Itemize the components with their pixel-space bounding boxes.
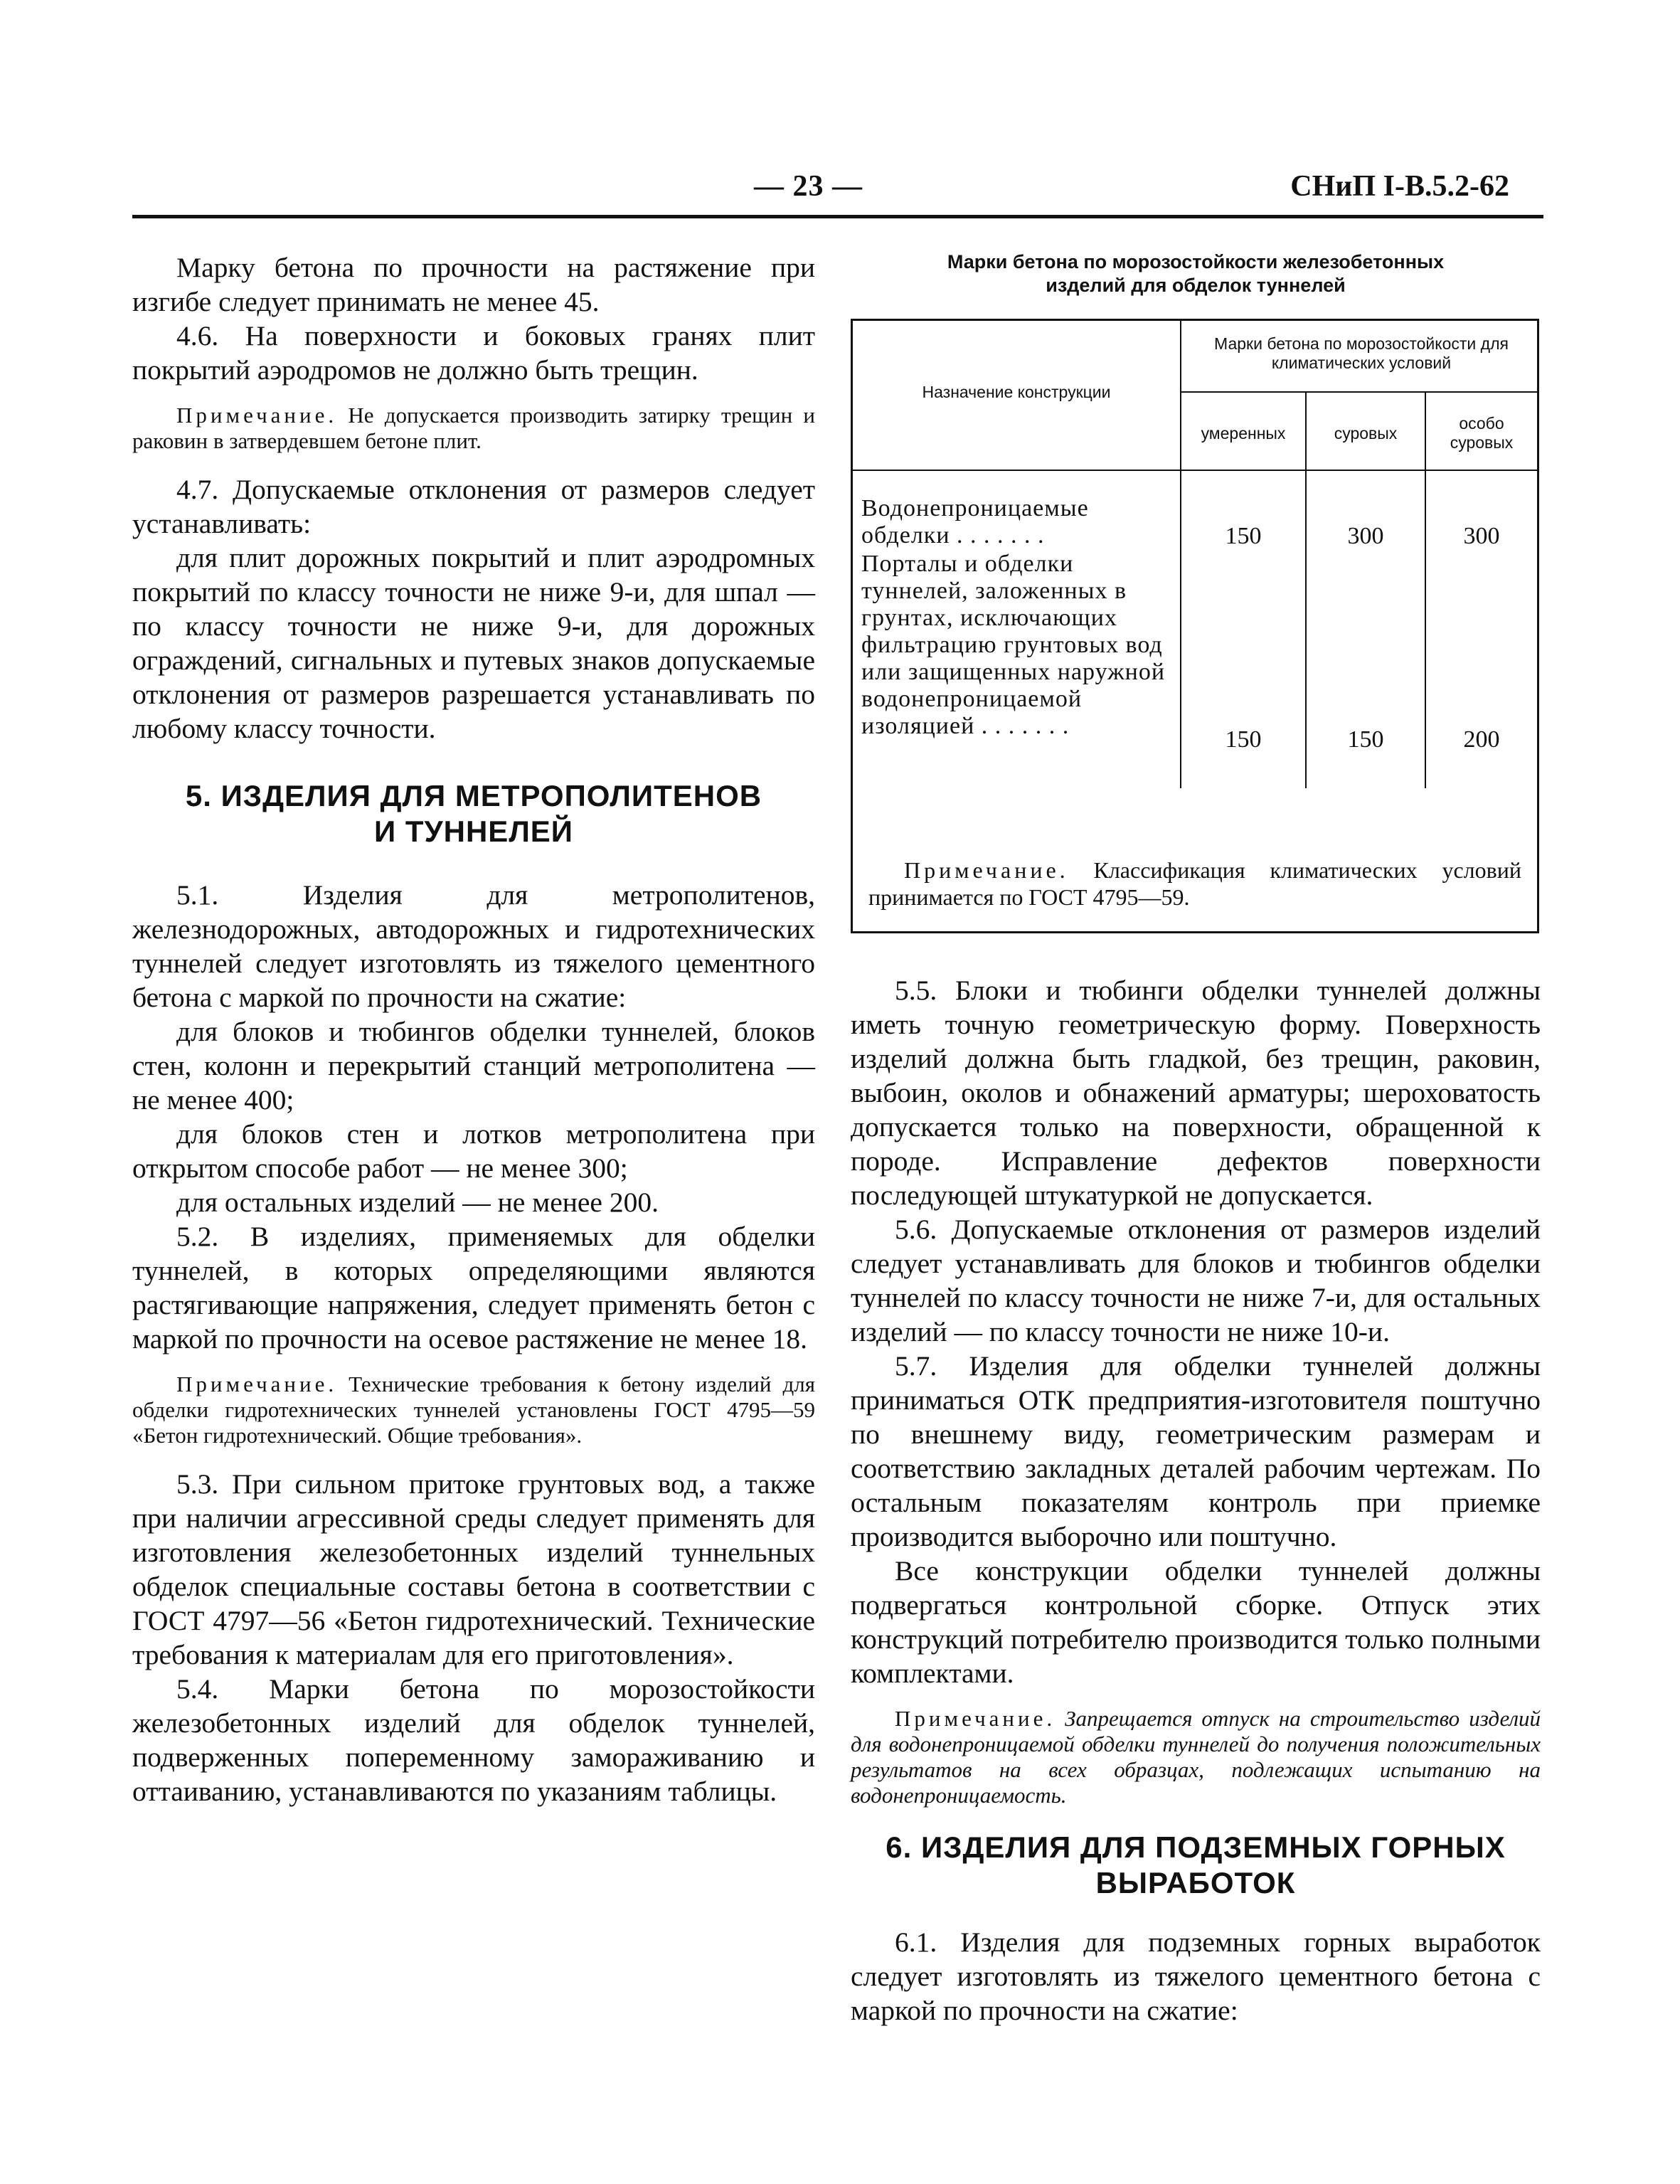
paragraph-4-6: 4.6. На поверхности и боковых гранях плит покрытий аэродромов не должно быть трещин. bbox=[132, 320, 815, 386]
column-header-especially-severe: особо суровых bbox=[1450, 414, 1514, 452]
right-column bbox=[851, 250, 1541, 2027]
paragraph: для блоков стен и лотков метрополитена при открытом способе работ — не менее 300; bbox=[132, 1118, 815, 1184]
table-caption-line: изделий для обделок туннелей bbox=[1046, 275, 1346, 296]
paragraph-5-6: 5.6. Допускаемые отклонения от размеров изделий следует устанавливать для блоков и тюбингов обделки туннелей по классу точности не ниже 7-и, для остальных изделий — по классу точности не ниже 10-и. bbox=[851, 1214, 1541, 1347]
table-caption bbox=[851, 250, 1541, 297]
table-rule bbox=[853, 470, 1537, 471]
paragraph: Все конструкции обделки туннелей должны подвергаться контрольной сборке. Отпуск этих конструкций потребителю производится только полными комплектами. bbox=[851, 1555, 1541, 1689]
note-text: Не допускается производить затирку трещин и раковин в затвердевшем бетоне плит. bbox=[132, 403, 815, 453]
table-rule bbox=[1181, 391, 1537, 393]
paragraph-5-2: 5.2. В изделиях, применяемых для обделки туннелей, в которых определяющими являются растягивающие напряжения, следует применять бетон с маркой по прочности на осевое растяжение не менее 18. bbox=[132, 1221, 815, 1355]
paragraph: для плит дорожных покрытий и плит аэродромных покрытий по классу точности не ниже 9-и, для шпал — по классу точности не ниже 9-и, для дорожных ограждений, сигнальных и путевых знаков допускаемые отклонения от размеров разрешается устанавливать по любому классу точности. bbox=[132, 542, 815, 744]
value-moderate: 150 bbox=[1225, 726, 1262, 753]
page-number: — 23 — bbox=[754, 170, 863, 203]
paragraph-5-3: 5.3. При сильном притоке грунтовых вод, а также при наличии агрессивной среды следует применять для изготовления железобетонных изделий туннельных обделок специальные составы бетона в соответствии с ГОСТ 4797—56 «Бетон гидротехнический. Технические требования к материалам для его приготовления». bbox=[132, 1468, 815, 1670]
table-caption-line: Марки бетона по морозостойкости железобетонных bbox=[947, 251, 1445, 272]
value-severe: 150 bbox=[1347, 726, 1384, 753]
column-header-group: Марки бетона по морозостойкости для климатических условий bbox=[1214, 334, 1509, 372]
value-especially-severe: 200 bbox=[1463, 726, 1500, 753]
column-header-severe: суровых bbox=[1334, 424, 1398, 442]
paragraph: для остальных изделий — не менее 200. bbox=[176, 1187, 659, 1218]
header-rule bbox=[132, 215, 1543, 218]
paragraph: Марку бетона по прочности на растяжение при изгибе следует принимать не менее 45. bbox=[132, 252, 815, 317]
section-title-5 bbox=[132, 778, 815, 849]
paragraph-5-7: 5.7. Изделия для обделки туннелей должны приниматься ОТК предприятия-изготовителя поштучно по внешнему виду, геометрическим размерам и соответствию закладных деталей рабочим чертежам. По остальным показателям контроль при приемке производится выборочно или поштучно. bbox=[851, 1350, 1541, 1552]
paragraph-4-7: 4.7. Допускаемые отклонения от размеров следует устанавливать: bbox=[132, 474, 815, 539]
paragraph-5-4: 5.4. Марки бетона по морозостойкости железобетонных изделий для обделок туннелей, подверженных попеременному замораживанию и оттаиванию, устанавливаются по указаниям таблицы. bbox=[132, 1673, 815, 1807]
table-note bbox=[868, 857, 1521, 911]
note-text: Классификация климатических условий принимается по ГОСТ 4795—59. bbox=[868, 857, 1521, 910]
paragraph: для блоков и тюбингов обделки туннелей, блоков стен, колонн и перекрытий станций метрополитена — не менее 400; bbox=[132, 1016, 815, 1115]
note-label: Примечание. bbox=[904, 857, 1069, 883]
column-header-purpose: Назначение конструкции bbox=[922, 383, 1111, 401]
row-name: Порталы и обделки туннелей, заложенных в грунтах, исключающих фильтрацию грунтовых вод или защищенных наружной водонепроницаемой изоляцией . . . . . . . bbox=[861, 551, 1166, 739]
note bbox=[132, 1372, 815, 1448]
note bbox=[851, 1706, 1541, 1808]
note-text: Запрещается отпуск на строительство изделий для водонепроницаемой обделки туннелей до получения положительных результатов на всех образцах, подлежащих испытанию на водонепроницаемость. bbox=[851, 1706, 1541, 1808]
note-label: Примечание. bbox=[895, 1706, 1056, 1731]
table-rule bbox=[1180, 319, 1181, 788]
paragraph-5-5: 5.5. Блоки и тюбинги обделки туннелей должны иметь точную геометрическую форму. Поверхность изделий должна быть гладкой, без трещин, раковин, выбоин, околов и обнажений арматуры; шероховатость допускается только на поверхности, обращенной к породе. Исправление дефектов поверхности последующей штукатуркой не допускается. bbox=[851, 975, 1541, 1211]
frost-resistance-table bbox=[851, 319, 1539, 933]
note-text: Технические требования к бетону изделий для обделки гидротехнических туннелей установлены ГОСТ 4795—59 «Бетон гидротехнический. Общие требования». bbox=[132, 1372, 815, 1448]
paragraph-5-1: 5.1. Изделия для метрополитенов, железнодорожных, автодорожных и гидротехнических туннелей следует изготовлять из тяжелого цементного бетона с маркой по прочности на сжатие: bbox=[132, 879, 815, 1013]
note-label: Примечание. bbox=[176, 1372, 338, 1396]
row-name: Водонепроницаемые обделки . . . . . . . bbox=[861, 495, 1089, 548]
column-header-moderate: умеренных bbox=[1201, 424, 1286, 442]
document-code: СНиП I-В.5.2-62 bbox=[1290, 170, 1509, 203]
left-column bbox=[132, 250, 815, 1808]
paragraph-6-1: 6.1. Изделия для подземных горных выработок следует изготовлять из тяжелого цементного бетона с маркой по прочности на сжатие: bbox=[851, 1926, 1541, 2026]
table-rule bbox=[853, 319, 1537, 321]
value-severe: 300 bbox=[1347, 523, 1384, 549]
note-label: Примечание. bbox=[176, 403, 338, 428]
note bbox=[132, 403, 815, 454]
section-title-line: 6. ИЗДЕЛИЯ ДЛЯ ПОДЗЕМНЫХ ГОРНЫХ bbox=[886, 1830, 1506, 1864]
section-title-line: ВЫРАБОТОК bbox=[1095, 1866, 1296, 1899]
value-moderate: 150 bbox=[1225, 523, 1262, 549]
section-title-6 bbox=[851, 1830, 1541, 1901]
spacer bbox=[851, 933, 1541, 973]
section-title-line: 5. ИЗДЕЛИЯ ДЛЯ МЕТРОПОЛИТЕНОВ bbox=[185, 779, 762, 812]
section-title-line: И ТУННЕЛЕЙ bbox=[374, 815, 573, 848]
value-especially-severe: 300 bbox=[1463, 523, 1500, 549]
